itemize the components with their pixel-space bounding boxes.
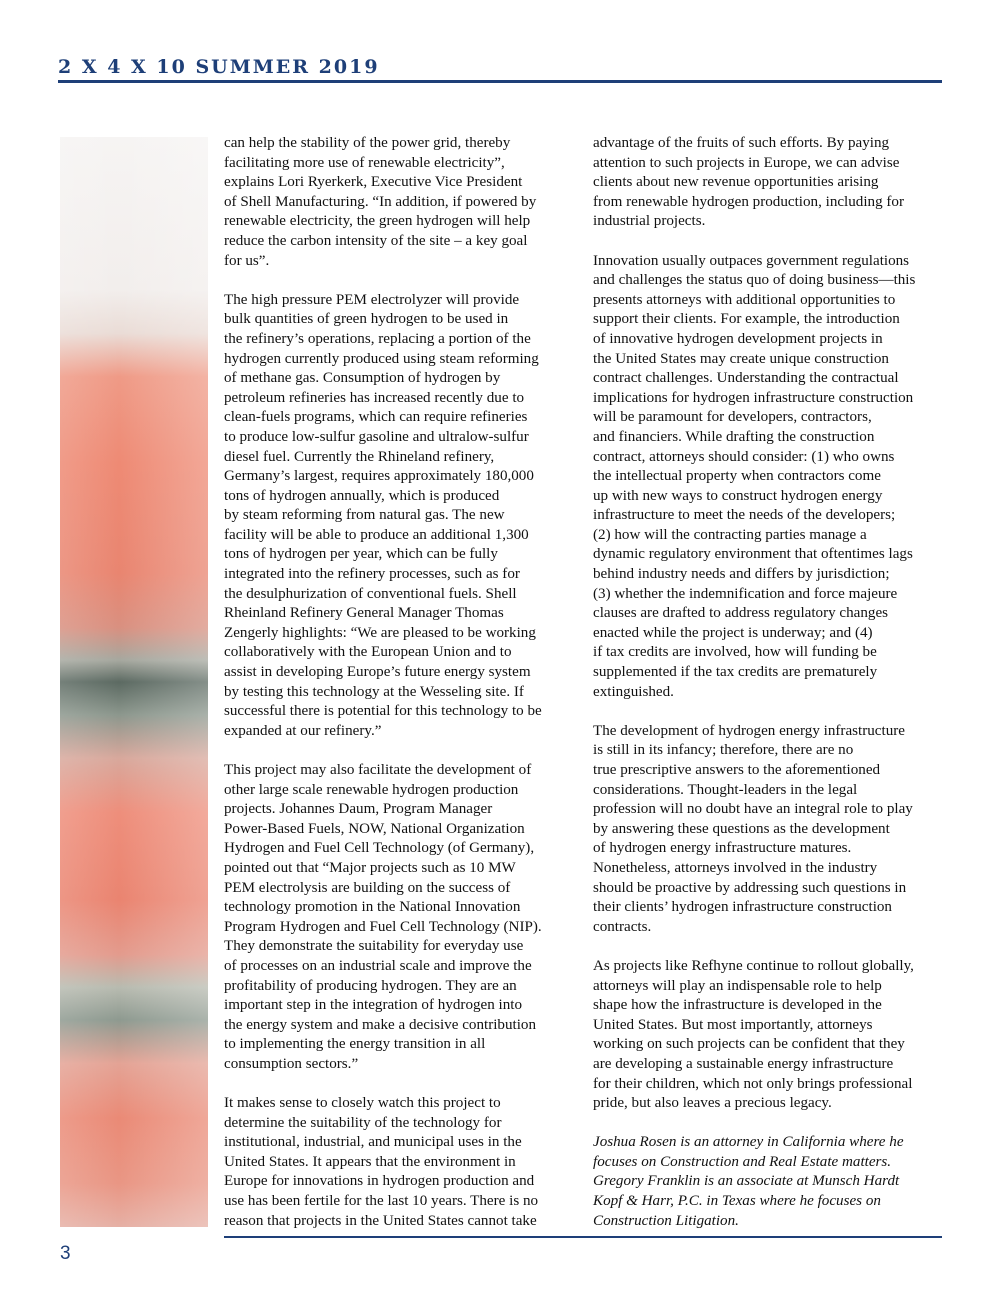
text-line: extinguished. [593,683,674,700]
text-line: the United States may create unique construction [593,350,889,367]
text-line: their clients’ hydrogen infrastructure construction [593,899,892,916]
text-line: Power-Based Fuels, NOW, National Organization [224,820,525,837]
text-line: (2) how will the contracting parties manage a [593,526,867,543]
text-line: working on such projects can be confident that they [593,1036,905,1053]
text-line: petroleum refineries has increased recently due to [224,389,525,406]
text-line: It makes sense to closely watch this project to [224,1095,501,1112]
text-line: consumption sectors.” [224,1055,359,1072]
text-line: integrated into the refinery processes, such as for [224,566,520,583]
text-line: clients about new revenue opportunities arising [593,174,879,191]
text-line: presents attorneys with additional opportunities to [593,291,896,308]
right-paragraph-3 [593,722,945,938]
text-line: assist in developing Europe’s future energy system [224,664,531,681]
text-line: institutional, industrial, and municipal uses in the [224,1134,522,1151]
text-line: attention to such projects in Europe, we can advise [593,154,900,171]
text-line: Zengerly highlights: “We are pleased to be working [224,624,536,641]
text-line: Innovation usually outpaces government regulations [593,252,910,269]
text-line: Program Hydrogen and Fuel Cell Technology (NIP). [224,918,542,935]
text-line: clean-fuels programs, which can require refineries [224,409,528,426]
text-line: (3) whether the indemnification and force majeure [593,585,898,602]
text-line: facility will be able to produce an additional 1,300 [224,526,529,543]
text-line: collaboratively with the European Union and to [224,644,512,661]
text-line: the intellectual property when contractors come [593,468,881,485]
text-line: support their clients. For example, the introduction [593,311,900,328]
text-line: Hydrogen and Fuel Cell Technology (of Germany), [224,840,535,857]
text-line: to implementing the energy transition in all [224,1036,486,1053]
text-line: the energy system and make a decisive contribution [224,1016,536,1033]
text-line: United States. But most importantly, attorneys [593,1016,873,1033]
text-line: contract, attorneys should consider: (1) who owns [593,448,895,465]
text-line: They demonstrate the suitability for everyday use [224,938,524,955]
right-paragraph-2 [593,252,945,703]
text-line: Joshua Rosen is an attorney in California where he [593,1134,904,1151]
text-line: should be proactive by addressing such questions in [593,879,907,896]
text-line: renewable electricity, the green hydrogen will help [224,213,531,230]
text-line: dynamic regulatory environment that oftentimes lags [593,546,913,563]
left-paragraph-2 [224,291,576,742]
text-line: for us”. [224,252,270,269]
text-line: other large scale renewable hydrogen production [224,781,519,798]
left-column [224,134,576,1231]
text-line: use has been fertile for the last 10 years. There is no [224,1193,539,1210]
text-line: industrial projects. [593,213,706,230]
text-line: will be paramount for developers, contractors, [593,409,872,426]
text-line: to produce low-sulfur gasoline and ultralow-sulfur [224,428,529,445]
right-paragraph-1 [593,134,945,232]
text-line: tons of hydrogen per year, which can be fully [224,546,498,563]
photo-haze-overlay [60,137,208,1227]
text-line: This project may also facilitate the development of [224,762,532,778]
text-line: successful there is potential for this technology to be [224,703,542,720]
text-line: by answering these questions as the development [593,820,890,837]
text-line: pointed out that “Major projects such as 10 MW [224,859,516,876]
text-line: implications for hydrogen infrastructure construction [593,389,914,406]
right-paragraph-4 [593,957,945,1114]
text-line: hydrogen currently produced using steam reforming [224,350,539,367]
left-paragraph-4 [224,1094,576,1231]
text-line: bulk quantities of green hydrogen to be used in [224,311,509,328]
text-line: is still in its infancy; therefore, there are no [593,742,854,759]
left-paragraph-3 [224,761,576,1075]
text-line: the refinery’s operations, replacing a portion of the [224,330,531,347]
text-line: up with new ways to construct hydrogen energy [593,487,883,504]
text-line: clauses are drafted to address regulatory changes [593,605,889,622]
text-line: explains Lori Ryerkerk, Executive Vice President [224,174,523,191]
text-line: contract challenges. Understanding the contractual [593,370,899,387]
text-line: tons of hydrogen annually, which is produced [224,487,500,504]
page-number: 3 [60,1243,71,1264]
text-line: focuses on Construction and Real Estate matters. [593,1153,892,1170]
text-line: profitability of producing hydrogen. They are an [224,977,517,994]
text-line: for their children, which not only brings professional [593,1075,913,1092]
text-line: pride, but also leaves a precious legacy. [593,1095,832,1112]
text-line: determine the suitability of the technology for [224,1114,502,1131]
text-line: and financiers. While drafting the construction [593,428,875,445]
text-line: advantage of the fruits of such efforts. By paying [593,135,890,151]
text-line: United States. It appears that the environment in [224,1153,516,1170]
footer-divider [224,1236,942,1238]
text-line: by steam reforming from natural gas. The new [224,507,505,524]
text-line: of hydrogen energy infrastructure matures. [593,840,852,857]
text-line: can help the stability of the power grid, thereby [224,135,511,151]
text-line: true prescriptive answers to the aforementioned [593,762,881,778]
text-line: from renewable hydrogen production, including for [593,193,905,210]
text-line: supplemented if the tax credits are prematurely [593,664,878,681]
header-divider [58,80,942,83]
text-line: As projects like Refhyne continue to rollout globally, [593,957,914,974]
text-line: and challenges the status quo of doing business—this [593,272,916,289]
right-column [593,134,945,1231]
text-line: Kopf & Harr, P.C. in Texas where he focuses on [593,1193,881,1210]
text-line: Rheinland Refinery General Manager Thomas [224,605,504,622]
text-line: PEM electrolysis are building on the success of [224,879,511,896]
text-line: projects. Johannes Daum, Program Manager [224,801,493,818]
text-line: behind industry needs and differs by jurisdiction; [593,566,890,583]
text-line: The development of hydrogen energy infrastructure [593,722,905,739]
text-line: important step in the integration of hydrogen into [224,997,523,1014]
left-paragraph-1 [224,134,576,271]
brick-wall-photo [60,137,208,1227]
author-note [593,1133,945,1231]
text-line: facilitating more use of renewable electricity”, [224,154,505,171]
text-line: the desulphurization of conventional fuels. Shell [224,585,517,602]
text-line: of innovative hydrogen development projects in [593,330,883,347]
text-line: if tax credits are involved, how will funding be [593,644,877,661]
text-line: shape how the infrastructure is developed in the [593,997,882,1014]
text-line: Gregory Franklin is an associate at Munsch Hardt [593,1173,900,1190]
text-line: Germany’s largest, requires approximately 180,000 [224,468,534,485]
text-line: infrastructure to meet the needs of the developers; [593,507,896,524]
text-line: contracts. [593,918,652,935]
text-line: of Shell Manufacturing. “In addition, if powered by [224,193,537,210]
text-line: are developing a sustainable energy infrastructure [593,1055,894,1072]
text-line: expanded at our refinery.” [224,722,382,739]
text-line: of methane gas. Consumption of hydrogen by [224,370,501,387]
text-line: reason that projects in the United States cannot take [224,1212,537,1229]
masthead-title: 2 X 4 X 10 SUMMER 2019 [58,56,380,78]
text-line: considerations. Thought-leaders in the legal [593,781,858,798]
text-line: by testing this technology at the Wesseling site. If [224,683,524,700]
text-line: of processes on an industrial scale and improve the [224,957,532,974]
text-line: diesel fuel. Currently the Rhineland refinery, [224,448,495,465]
text-line: Construction Litigation. [593,1212,739,1229]
text-line: Nonetheless, attorneys involved in the industry [593,859,878,876]
text-line: attorneys will play an indispensable role to help [593,977,882,994]
text-line: profession will no doubt have an integral role to play [593,801,913,818]
text-line: Europe for innovations in hydrogen production and [224,1173,535,1190]
text-line: technology promotion in the National Innovation [224,899,521,916]
text-line: reduce the carbon intensity of the site – a key goal [224,232,528,249]
text-line: enacted while the project is underway; and (4) [593,624,873,641]
text-line: The high pressure PEM electrolyzer will provide [224,291,520,308]
